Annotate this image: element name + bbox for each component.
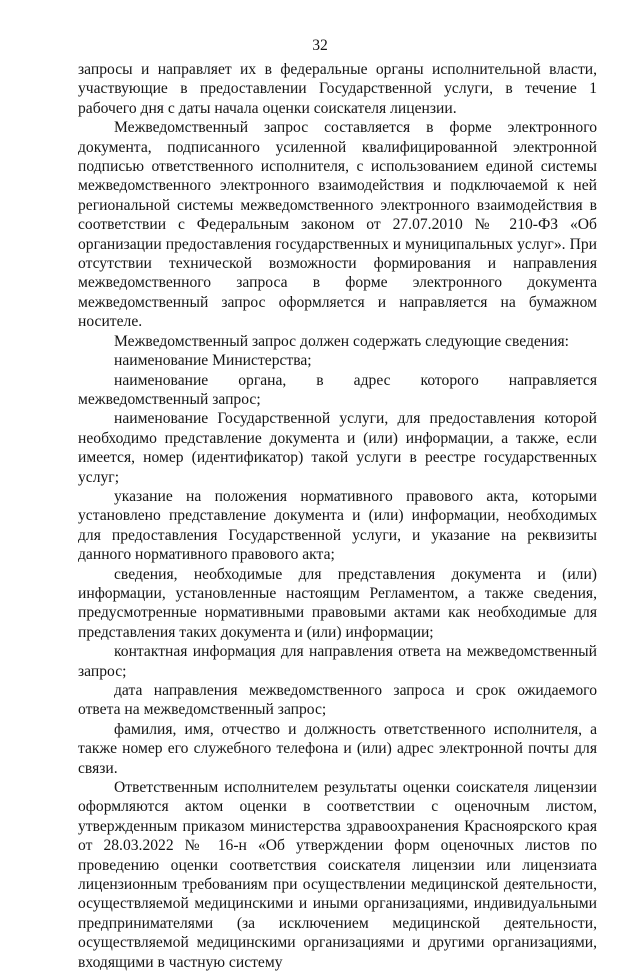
list-item-service-name: наименование Государственной услуги, для предоставления которой необходимо представление документа и (или) информации, а также, если имеется, номер (идентификатор) такой услуги в реестре государственных услуг;: [78, 410, 597, 486]
paragraph-assessment-act: Ответственным исполнителем результаты оценки соискателя лицензии оформляются актом оценки в соответствии с оценочным листом, утвержденным приказом министерства здравоохранения Красноярского края от 28.03.2022 № 16-н «Об утверждении форм оценочных листов по проведению оценки соответствия соискателя лицензии или лицензиата лицензионным требованиям при осуществлении медицинской деятельности, осуществляемой медицинскими и иными организациями, индивидуальными предпринимателями (за исключением медицинской деятельности, осуществляемой медицинскими организациями и другими организациями, входящими в частную систему: [78, 779, 597, 971]
list-item-ministry-name: наименование Министерства;: [114, 352, 312, 370]
document-body: [78, 60, 597, 972]
list-item-responsible-executor: фамилия, имя, отчество и должность ответственного исполнителя, а также номер его служебного телефона и (или) адрес электронной почты для связи.: [78, 720, 597, 777]
list-item-required-information: сведения, необходимые для представления документа и (или) информации, установленные настоящим Регламентом, а также сведения, предусмотренные нормативными правовыми актами как необходимые для представления таких документа и (или) информации;: [78, 565, 597, 641]
paragraph-interagency-request-form: Межведомственный запрос составляется в форме электронного документа, подписанного усиленной квалифицированной электронной подписью ответственного исполнителя, с использованием единой системы межведомственного электронного взаимодействия и подключаемой к ней региональной системы межведомственного электронного взаимодействия в соответствии с Федеральным законом от 27.07.2010 № 210-ФЗ «Об организации предоставления государственных и муниципальных услуг». При отсутствии технической возможности формирования и направления межведомственного запроса в форме электронного документа межведомственный запрос оформляется и направляется на бумажном носителе.: [78, 119, 597, 331]
page-number: 32: [312, 37, 328, 54]
list-item-contact-info: контактная информация для направления ответа на межведомственный запрос;: [78, 643, 597, 680]
list-item-request-dates: дата направления межведомственного запроса и срок ожидаемого ответа на межведомственный запрос;: [78, 682, 597, 719]
paragraph-request-contents-intro: Межведомственный запрос должен содержать следующие сведения:: [114, 332, 570, 350]
list-item-recipient-body-name: наименование органа, в адрес которого направляется межведомственный запрос;: [78, 371, 597, 408]
paragraph-continuation: запросы и направляет их в федеральные органы исполнительной власти, участвующие в предоставлении Государственной услуги, в течение 1 рабочего дня с даты начала оценки соискателя лицензии.: [78, 61, 597, 117]
list-item-legal-act-reference: указание на положения нормативного правового акта, которыми установлено представление документа и (или) информации, необходимых для предоставления Государственной услуги, и указание на реквизиты данного нормативного правового акта;: [78, 487, 597, 564]
